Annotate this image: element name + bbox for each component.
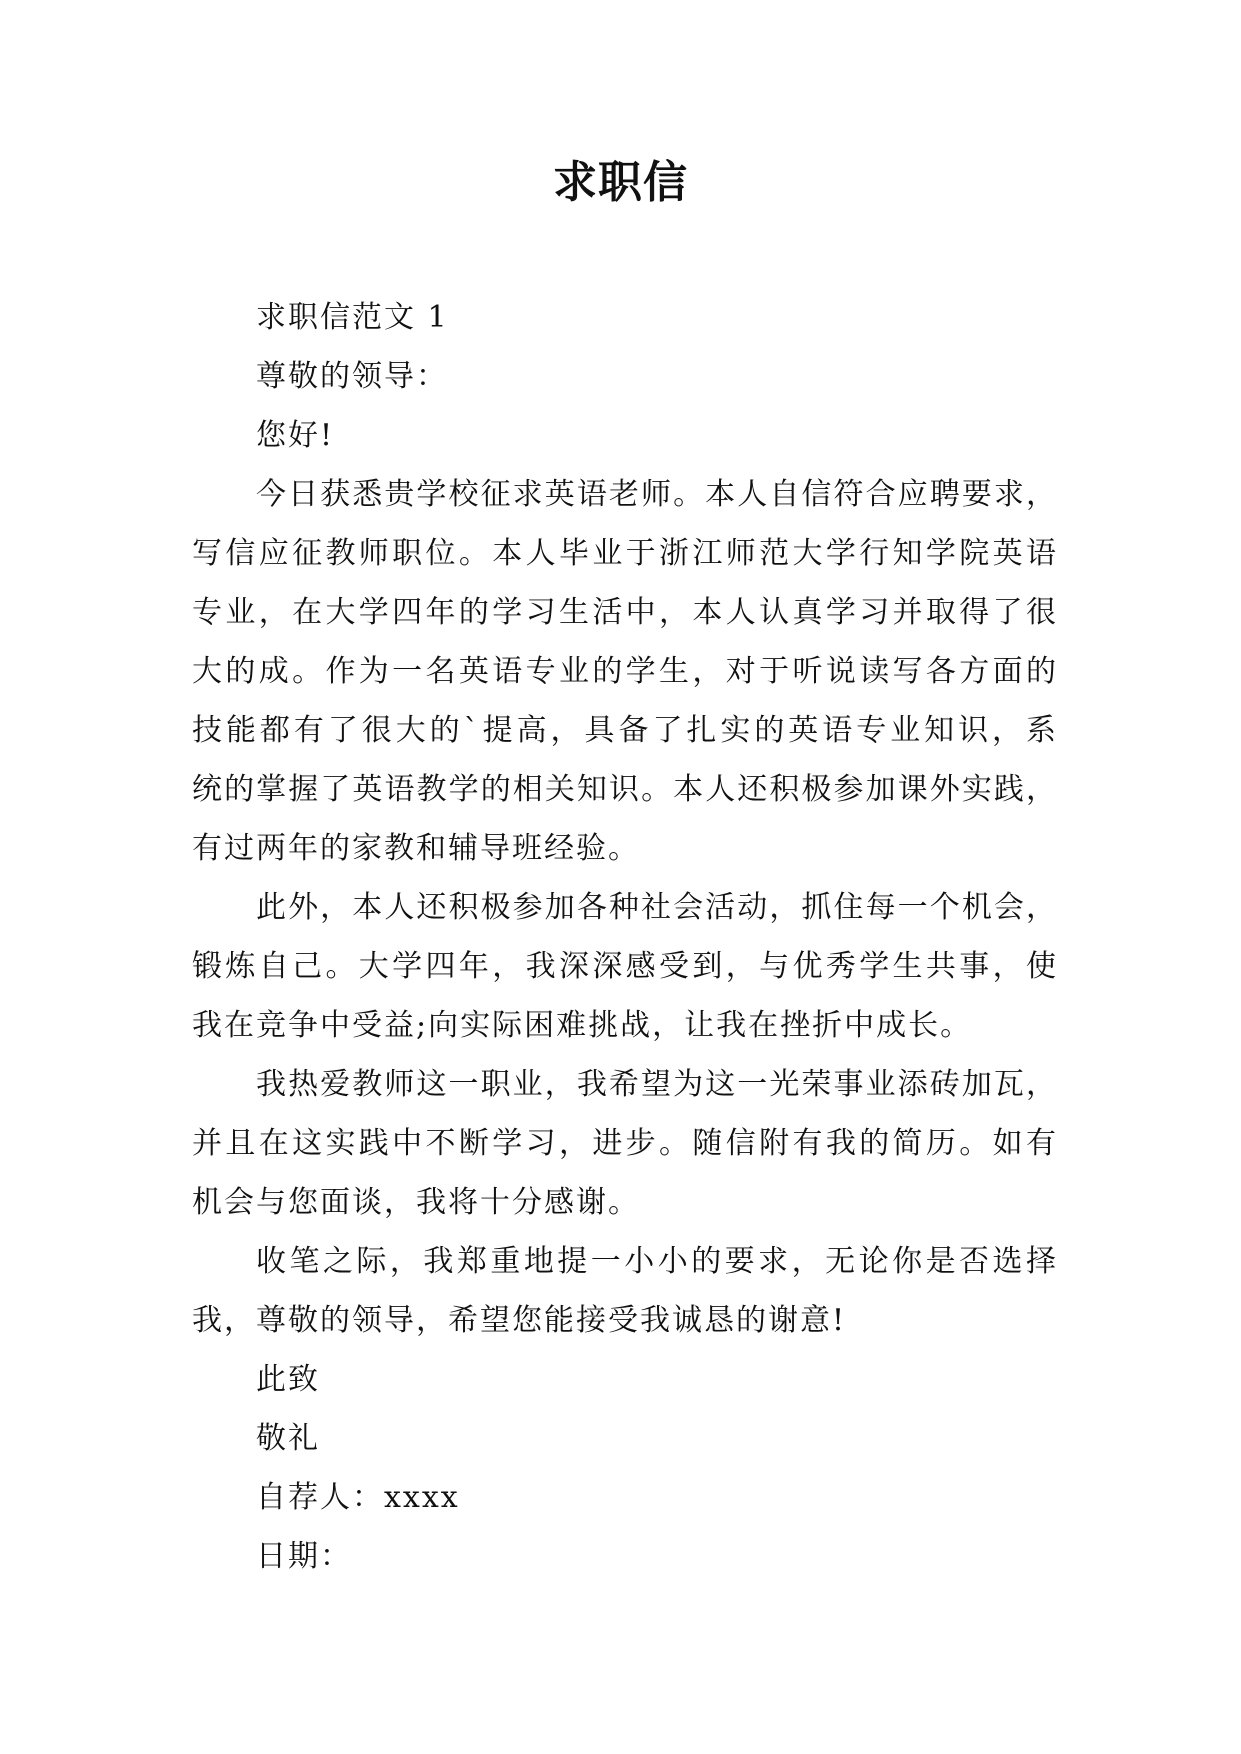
paragraph-line: 并且在这实践中不断学习，进步。随信附有我的简历。如有 [192, 1126, 1058, 1161]
paragraph-line: 专业，在大学四年的学习生活中，本人认真学习并取得了很 [192, 595, 1058, 630]
paragraph-line: 技能都有了很大的`提高，具备了扎实的英语专业知识，系 [192, 713, 1058, 748]
paragraph-line: 今日获悉贵学校征求英语老师。本人自信符合应聘要求， [256, 477, 1058, 512]
greeting: 您好! [256, 418, 335, 453]
paragraph-3 [192, 1055, 1058, 1232]
paragraph-line: 统的掌握了英语教学的相关知识。本人还积极参加课外实践， [192, 772, 1058, 807]
paragraph-line: 此外，本人还积极参加各种社会活动，抓住每一个机会， [256, 890, 1058, 925]
paragraph-line: 我，尊敬的领导，希望您能接受我诚恳的谢意! [192, 1303, 847, 1338]
paragraph-line: 机会与您面谈，我将十分感谢。 [192, 1185, 640, 1220]
paragraph-line: 锻炼自己。大学四年，我深深感受到，与优秀学生共事，使 [192, 949, 1058, 984]
paragraph-1 [192, 465, 1058, 878]
paragraph-line: 我热爱教师这一职业，我希望为这一光荣事业添砖加瓦， [256, 1067, 1058, 1102]
letter-heading: 求职信范文 1 [256, 300, 449, 335]
signature: 自荐人：xxxx [256, 1480, 460, 1515]
paragraph-line: 有过两年的家教和辅导班经验。 [192, 831, 640, 866]
document-title: 求职信 [553, 157, 688, 208]
paragraph-4 [192, 1232, 1058, 1350]
paragraph-2 [192, 878, 1058, 1055]
paragraph-line: 我在竞争中受益;向实际困难挑战，让我在挫折中成长。 [192, 1008, 973, 1043]
letter-body [192, 288, 1058, 1586]
paragraph-line: 写信应征教师职位。本人毕业于浙江师范大学行知学院英语 [192, 536, 1058, 571]
regards: 敬礼 [256, 1421, 320, 1456]
date-line: 日期： [256, 1539, 352, 1574]
paragraph-line: 收笔之际，我郑重地提一小小的要求，无论你是否选择 [256, 1244, 1058, 1279]
closing: 此致 [256, 1362, 320, 1397]
salutation: 尊敬的领导： [256, 359, 448, 394]
paragraph-line: 大的成。作为一名英语专业的学生，对于听说读写各方面的 [192, 654, 1058, 689]
